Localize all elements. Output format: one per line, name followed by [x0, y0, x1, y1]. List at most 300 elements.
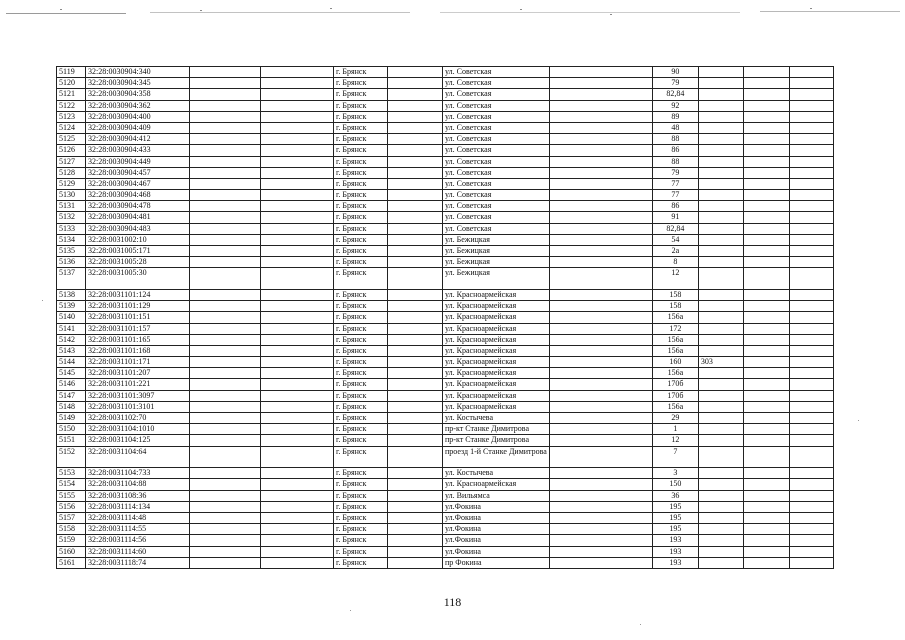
extra-number-cell: [698, 67, 743, 78]
empty-cell: [388, 122, 443, 133]
empty-cell: [190, 190, 261, 201]
empty-cell: [261, 67, 334, 78]
empty-cell: [743, 390, 789, 401]
empty-cell: [743, 501, 789, 512]
extra-number-cell: [698, 345, 743, 356]
empty-cell: [388, 479, 443, 490]
table-row: [57, 89, 834, 100]
empty-cell: [190, 257, 261, 268]
empty-cell: [388, 379, 443, 390]
empty-cell: [388, 178, 443, 189]
extra-number-cell: [698, 312, 743, 323]
empty-cell: [789, 379, 833, 390]
extra-number-cell: [698, 134, 743, 145]
extra-number-cell: [698, 446, 743, 468]
house-number-cell: 1: [652, 424, 698, 435]
empty-cell: [388, 89, 443, 100]
empty-cell: [789, 468, 833, 479]
extra-number-cell: [698, 524, 743, 535]
row-number-cell: 5137: [57, 268, 86, 290]
house-number-cell: 88: [652, 134, 698, 145]
cadastral-number-cell: 32:28:0031104:64: [86, 446, 190, 468]
house-number-cell: 29: [652, 413, 698, 424]
empty-cell: [190, 501, 261, 512]
extra-number-cell: [698, 89, 743, 100]
cadastral-number-cell: 32:28:0031101:124: [86, 289, 190, 300]
table-row: [57, 512, 834, 523]
empty-cell: [743, 524, 789, 535]
extra-number-cell: [698, 535, 743, 546]
empty-cell: [388, 524, 443, 535]
row-number-cell: 5150: [57, 424, 86, 435]
street-cell: ул.Фокина: [443, 546, 550, 557]
street-cell: ул. Советская: [443, 212, 550, 223]
house-number-cell: 91: [652, 212, 698, 223]
table-row: [57, 490, 834, 501]
row-number-cell: 5145: [57, 368, 86, 379]
empty-cell: [261, 379, 334, 390]
empty-cell: [261, 479, 334, 490]
city-cell: г. Брянск: [334, 78, 388, 89]
house-number-cell: 48: [652, 122, 698, 133]
table-row: [57, 67, 834, 78]
street-cell: ул. Советская: [443, 156, 550, 167]
street-cell: ул. Бежицкая: [443, 257, 550, 268]
city-cell: г. Брянск: [334, 301, 388, 312]
empty-cell: [388, 357, 443, 368]
empty-cell: [190, 167, 261, 178]
extra-number-cell: [698, 379, 743, 390]
city-cell: г. Брянск: [334, 446, 388, 468]
empty-cell: [549, 357, 652, 368]
row-number-cell: 5155: [57, 490, 86, 501]
empty-cell: [549, 67, 652, 78]
empty-cell: [261, 446, 334, 468]
empty-cell: [261, 435, 334, 446]
street-cell: ул. Красноармейская: [443, 323, 550, 334]
empty-cell: [549, 122, 652, 133]
table-row: [57, 212, 834, 223]
empty-cell: [743, 535, 789, 546]
table-row: [57, 535, 834, 546]
row-number-cell: 5144: [57, 357, 86, 368]
row-number-cell: 5149: [57, 413, 86, 424]
empty-cell: [743, 557, 789, 568]
extra-number-cell: [698, 100, 743, 111]
street-cell: ул. Советская: [443, 201, 550, 212]
empty-cell: [789, 401, 833, 412]
row-number-cell: 5138: [57, 289, 86, 300]
empty-cell: [190, 368, 261, 379]
house-number-cell: 79: [652, 78, 698, 89]
empty-cell: [388, 100, 443, 111]
street-cell: ул.Фокина: [443, 501, 550, 512]
empty-cell: [549, 468, 652, 479]
street-cell: ул. Бежицкая: [443, 234, 550, 245]
extra-number-cell: [698, 413, 743, 424]
table-row: [57, 190, 834, 201]
empty-cell: [549, 334, 652, 345]
extra-number-cell: [698, 122, 743, 133]
street-cell: ул. Советская: [443, 111, 550, 122]
city-cell: г. Брянск: [334, 223, 388, 234]
empty-cell: [743, 212, 789, 223]
empty-cell: [190, 535, 261, 546]
cadastral-number-cell: 32:28:0031114:56: [86, 535, 190, 546]
empty-cell: [549, 212, 652, 223]
empty-cell: [261, 524, 334, 535]
empty-cell: [549, 524, 652, 535]
street-cell: ул. Советская: [443, 190, 550, 201]
street-cell: ул. Костычева: [443, 413, 550, 424]
row-number-cell: 5159: [57, 535, 86, 546]
empty-cell: [789, 111, 833, 122]
empty-cell: [549, 413, 652, 424]
city-cell: г. Брянск: [334, 468, 388, 479]
empty-cell: [261, 145, 334, 156]
empty-cell: [789, 535, 833, 546]
extra-number-cell: [698, 334, 743, 345]
cadastral-number-cell: 32:28:0031118:74: [86, 557, 190, 568]
empty-cell: [743, 312, 789, 323]
table-row: [57, 257, 834, 268]
city-cell: г. Брянск: [334, 424, 388, 435]
extra-number-cell: [698, 268, 743, 290]
empty-cell: [743, 201, 789, 212]
house-number-cell: 3: [652, 468, 698, 479]
row-number-cell: 5125: [57, 134, 86, 145]
row-number-cell: 5151: [57, 435, 86, 446]
cadastral-number-cell: 32:28:0031114:134: [86, 501, 190, 512]
empty-cell: [261, 468, 334, 479]
cadastral-number-cell: 32:28:0031005:30: [86, 268, 190, 290]
city-cell: г. Брянск: [334, 334, 388, 345]
table-row: [57, 201, 834, 212]
street-cell: ул. Советская: [443, 223, 550, 234]
extra-number-cell: [698, 257, 743, 268]
empty-cell: [190, 357, 261, 368]
street-cell: ул. Красноармейская: [443, 390, 550, 401]
cadastral-number-cell: 32:28:0030904:362: [86, 100, 190, 111]
empty-cell: [261, 501, 334, 512]
empty-cell: [388, 201, 443, 212]
row-number-cell: 5156: [57, 501, 86, 512]
row-number-cell: 5146: [57, 379, 86, 390]
table-row: [57, 379, 834, 390]
empty-cell: [789, 524, 833, 535]
empty-cell: [549, 100, 652, 111]
empty-cell: [743, 413, 789, 424]
city-cell: г. Брянск: [334, 512, 388, 523]
city-cell: г. Брянск: [334, 401, 388, 412]
row-number-cell: 5160: [57, 546, 86, 557]
empty-cell: [190, 312, 261, 323]
house-number-cell: 172: [652, 323, 698, 334]
cadastral-number-cell: 32:28:0030904:400: [86, 111, 190, 122]
street-cell: ул. Красноармейская: [443, 379, 550, 390]
row-number-cell: 5152: [57, 446, 86, 468]
empty-cell: [388, 413, 443, 424]
street-cell: ул. Советская: [443, 67, 550, 78]
empty-cell: [190, 289, 261, 300]
empty-cell: [388, 268, 443, 290]
empty-cell: [789, 501, 833, 512]
extra-number-cell: [698, 145, 743, 156]
house-number-cell: 92: [652, 100, 698, 111]
empty-cell: [789, 268, 833, 290]
empty-cell: [388, 424, 443, 435]
city-cell: г. Брянск: [334, 122, 388, 133]
street-cell: ул. Вильямса: [443, 490, 550, 501]
street-cell: ул. Советская: [443, 100, 550, 111]
table-row: [57, 312, 834, 323]
cadastral-number-cell: 32:28:0031101:165: [86, 334, 190, 345]
empty-cell: [789, 557, 833, 568]
empty-cell: [190, 89, 261, 100]
table-row: [57, 223, 834, 234]
empty-cell: [549, 512, 652, 523]
table-row: [57, 167, 834, 178]
empty-cell: [388, 67, 443, 78]
city-cell: г. Брянск: [334, 167, 388, 178]
empty-cell: [261, 122, 334, 133]
city-cell: г. Брянск: [334, 546, 388, 557]
table-row: [57, 435, 834, 446]
city-cell: г. Брянск: [334, 234, 388, 245]
empty-cell: [261, 89, 334, 100]
street-cell: ул. Красноармейская: [443, 312, 550, 323]
house-number-cell: 77: [652, 190, 698, 201]
row-number-cell: 5157: [57, 512, 86, 523]
house-number-cell: 195: [652, 501, 698, 512]
street-cell: ул.Фокина: [443, 524, 550, 535]
empty-cell: [743, 479, 789, 490]
cadastral-number-cell: 32:28:0031114:60: [86, 546, 190, 557]
empty-cell: [549, 257, 652, 268]
empty-cell: [549, 268, 652, 290]
empty-cell: [789, 546, 833, 557]
empty-cell: [190, 424, 261, 435]
row-number-cell: 5133: [57, 223, 86, 234]
table-row: [57, 557, 834, 568]
scan-speck: [640, 624, 641, 625]
cadastral-number-cell: 32:28:0031101:3101: [86, 401, 190, 412]
empty-cell: [388, 212, 443, 223]
empty-cell: [261, 201, 334, 212]
row-number-cell: 5131: [57, 201, 86, 212]
house-number-cell: 88: [652, 156, 698, 167]
city-cell: г. Брянск: [334, 379, 388, 390]
empty-cell: [789, 390, 833, 401]
empty-cell: [190, 223, 261, 234]
house-number-cell: 170б: [652, 390, 698, 401]
row-number-cell: 5124: [57, 122, 86, 133]
empty-cell: [388, 535, 443, 546]
empty-cell: [549, 546, 652, 557]
empty-cell: [789, 122, 833, 133]
cadastral-number-cell: 32:28:0031114:48: [86, 512, 190, 523]
cadastral-number-cell: 32:28:0030904:412: [86, 134, 190, 145]
empty-cell: [789, 413, 833, 424]
row-number-cell: 5140: [57, 312, 86, 323]
empty-cell: [190, 479, 261, 490]
cadastral-number-cell: 32:28:0030904:481: [86, 212, 190, 223]
register-table-body: [57, 67, 834, 569]
empty-cell: [549, 289, 652, 300]
row-number-cell: 5126: [57, 145, 86, 156]
empty-cell: [549, 557, 652, 568]
row-number-cell: 5148: [57, 401, 86, 412]
empty-cell: [190, 334, 261, 345]
cadastral-number-cell: 32:28:0030904:340: [86, 67, 190, 78]
empty-cell: [388, 435, 443, 446]
extra-number-cell: [698, 78, 743, 89]
table-row: [57, 446, 834, 468]
extra-number-cell: [698, 246, 743, 257]
row-number-cell: 5134: [57, 234, 86, 245]
empty-cell: [743, 156, 789, 167]
empty-cell: [743, 424, 789, 435]
table-row: [57, 345, 834, 356]
empty-cell: [261, 557, 334, 568]
table-row: [57, 334, 834, 345]
cadastral-number-cell: 32:28:0031102:70: [86, 413, 190, 424]
scan-speck: [42, 300, 43, 301]
table-row: [57, 134, 834, 145]
empty-cell: [789, 134, 833, 145]
city-cell: г. Брянск: [334, 535, 388, 546]
cadastral-number-cell: 32:28:0031101:3097: [86, 390, 190, 401]
table-row: [57, 524, 834, 535]
house-number-cell: 193: [652, 546, 698, 557]
row-number-cell: 5135: [57, 246, 86, 257]
empty-cell: [789, 178, 833, 189]
empty-cell: [388, 145, 443, 156]
house-number-cell: 82,84: [652, 89, 698, 100]
empty-cell: [789, 223, 833, 234]
cadastral-number-cell: 32:28:0030904:467: [86, 178, 190, 189]
empty-cell: [789, 345, 833, 356]
empty-cell: [261, 134, 334, 145]
city-cell: г. Брянск: [334, 368, 388, 379]
city-cell: г. Брянск: [334, 413, 388, 424]
empty-cell: [388, 246, 443, 257]
table-row: [57, 156, 834, 167]
empty-cell: [388, 512, 443, 523]
street-cell: ул. Красноармейская: [443, 368, 550, 379]
cadastral-number-cell: 32:28:0031104:1010: [86, 424, 190, 435]
empty-cell: [743, 401, 789, 412]
house-number-cell: 89: [652, 111, 698, 122]
empty-cell: [789, 89, 833, 100]
cadastral-number-cell: 32:28:0031114:55: [86, 524, 190, 535]
empty-cell: [743, 468, 789, 479]
empty-cell: [388, 234, 443, 245]
house-number-cell: 158: [652, 301, 698, 312]
empty-cell: [261, 390, 334, 401]
empty-cell: [190, 390, 261, 401]
extra-number-cell: [698, 234, 743, 245]
row-number-cell: 5129: [57, 178, 86, 189]
extra-number-cell: [698, 512, 743, 523]
empty-cell: [743, 512, 789, 523]
street-cell: ул. Красноармейская: [443, 301, 550, 312]
empty-cell: [388, 223, 443, 234]
city-cell: г. Брянск: [334, 212, 388, 223]
empty-cell: [789, 201, 833, 212]
empty-cell: [388, 546, 443, 557]
row-number-cell: 5127: [57, 156, 86, 167]
empty-cell: [190, 145, 261, 156]
cadastral-number-cell: 32:28:0031005:171: [86, 246, 190, 257]
empty-cell: [388, 323, 443, 334]
empty-cell: [789, 234, 833, 245]
city-cell: г. Брянск: [334, 479, 388, 490]
empty-cell: [549, 379, 652, 390]
empty-cell: [388, 468, 443, 479]
house-number-cell: 158: [652, 289, 698, 300]
empty-cell: [388, 190, 443, 201]
empty-cell: [789, 357, 833, 368]
house-number-cell: 79: [652, 167, 698, 178]
empty-cell: [549, 390, 652, 401]
row-number-cell: 5142: [57, 334, 86, 345]
empty-cell: [261, 289, 334, 300]
house-number-cell: 195: [652, 524, 698, 535]
empty-cell: [549, 234, 652, 245]
empty-cell: [743, 223, 789, 234]
street-cell: ул. Красноармейская: [443, 289, 550, 300]
empty-cell: [388, 401, 443, 412]
empty-cell: [190, 345, 261, 356]
table-row: [57, 501, 834, 512]
house-number-cell: 7: [652, 446, 698, 468]
empty-cell: [388, 368, 443, 379]
empty-cell: [388, 134, 443, 145]
empty-cell: [190, 413, 261, 424]
empty-cell: [388, 557, 443, 568]
house-number-cell: 2а: [652, 246, 698, 257]
city-cell: г. Брянск: [334, 89, 388, 100]
table-row: [57, 546, 834, 557]
city-cell: г. Брянск: [334, 178, 388, 189]
row-number-cell: 5132: [57, 212, 86, 223]
empty-cell: [743, 190, 789, 201]
empty-cell: [743, 145, 789, 156]
house-number-cell: 156а: [652, 368, 698, 379]
row-number-cell: 5161: [57, 557, 86, 568]
row-number-cell: 5158: [57, 524, 86, 535]
empty-cell: [789, 212, 833, 223]
row-number-cell: 5119: [57, 67, 86, 78]
scan-edge-artifact: [0, 0, 905, 22]
house-number-cell: 54: [652, 234, 698, 245]
empty-cell: [190, 212, 261, 223]
empty-cell: [549, 223, 652, 234]
cadastral-number-cell: 32:28:0031104:125: [86, 435, 190, 446]
cadastral-number-cell: 32:28:0030904:483: [86, 223, 190, 234]
table-row: [57, 289, 834, 300]
row-number-cell: 5147: [57, 390, 86, 401]
empty-cell: [388, 334, 443, 345]
empty-cell: [743, 257, 789, 268]
extra-number-cell: [698, 201, 743, 212]
house-number-cell: 170б: [652, 379, 698, 390]
empty-cell: [549, 401, 652, 412]
empty-cell: [743, 100, 789, 111]
empty-cell: [190, 67, 261, 78]
table-row: [57, 401, 834, 412]
